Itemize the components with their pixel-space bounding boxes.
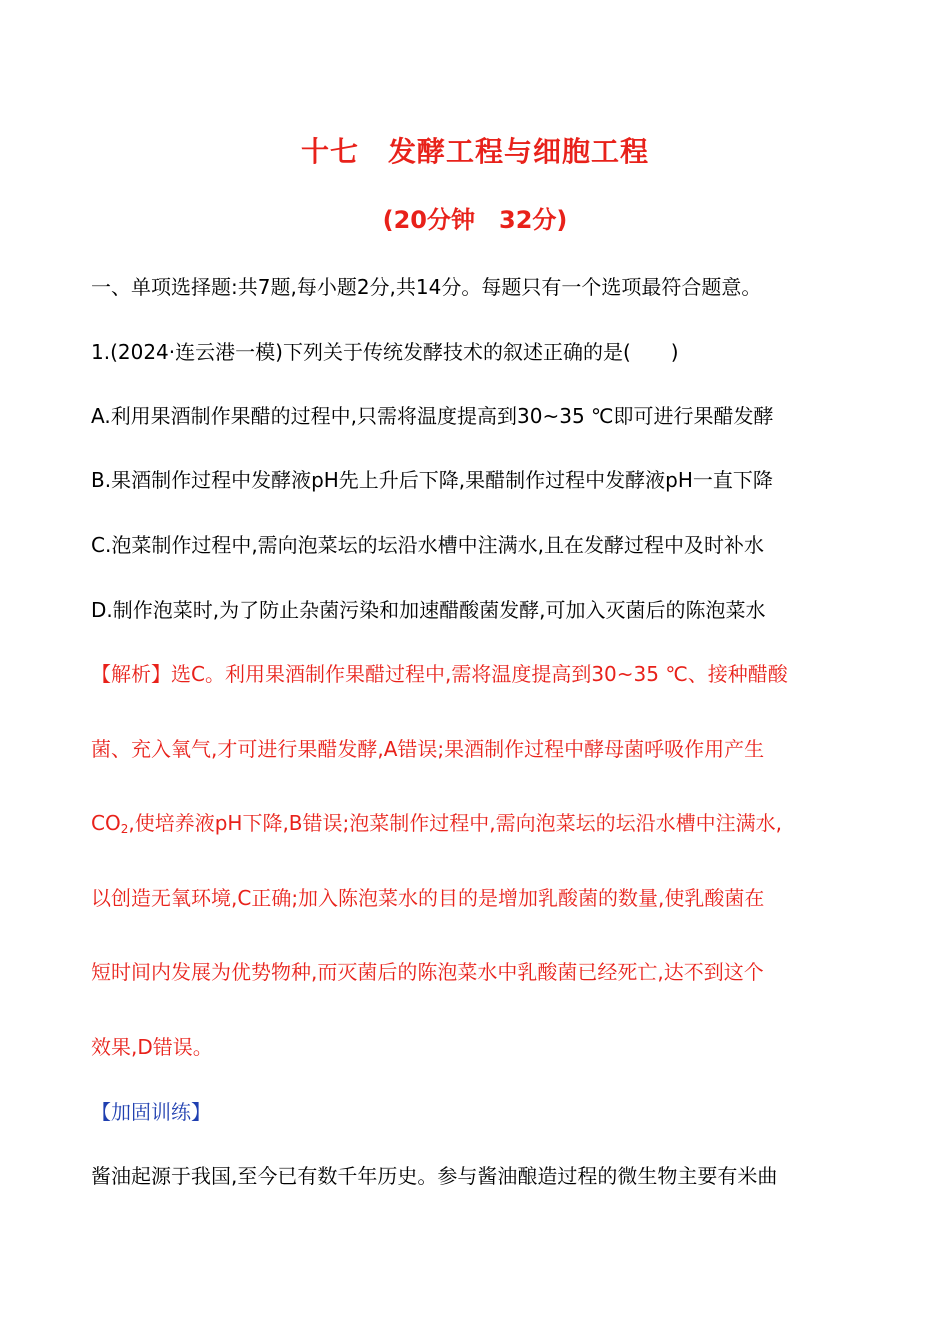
section-header: 一、单项选择题:共7题,每小题2分,共14分。每题只有一个选项最符合题意。 bbox=[91, 275, 762, 299]
page-title: 十七 发酵工程与细胞工程 bbox=[300, 135, 649, 168]
analysis-line: 【解析】选C。利用果酒制作果醋过程中,需将温度提高到30~35 ℃、接种醋酸 bbox=[91, 662, 788, 686]
passage-text: 酱油起源于我国,至今已有数千年历史。参与酱油酿造过程的微生物主要有米曲 bbox=[91, 1164, 778, 1188]
analysis-block bbox=[91, 657, 871, 1104]
analysis-line: 短时间内发展为优势物种,而灭菌后的陈泡菜水中乳酸菌已经死亡,达不到这个 bbox=[91, 960, 764, 984]
analysis-line: 以创造无氧环境,C正确;加入陈泡菜水的目的是增加乳酸菌的数量,使乳酸菌在 bbox=[91, 885, 765, 910]
analysis-line: $CO_2$,使培养液pH下降,B错误;泡菜制作过程中,需向泡菜坛的坛沿水槽中注满水, bbox=[91, 811, 782, 836]
question-stem: 1.(2024·连云港一模)下列关于传统发酵技术的叙述正确的是( ) bbox=[91, 340, 679, 364]
analysis-line: 效果,D错误。 bbox=[91, 1034, 213, 1059]
option-a: A.利用果酒制作果醋的过程中,只需将温度提高到30~35 ℃即可进行果醋发酵 bbox=[91, 404, 774, 428]
analysis-label: 【解析】 bbox=[91, 662, 171, 686]
option-d: D.制作泡菜时,为了防止杂菌污染和加速醋酸菌发酵,可加入灭菌后的陈泡菜水 bbox=[91, 598, 766, 622]
analysis-line: 菌、充入氧气,才可进行果醋发酵,A错误;果酒制作过程中酵母菌呼吸作用产生 bbox=[91, 736, 765, 761]
reinforcement-label: 【加固训练】 bbox=[91, 1100, 211, 1124]
option-b: B.果酒制作过程中发酵液pH先上升后下降,果醋制作过程中发酵液pH一直下降 bbox=[91, 468, 773, 492]
option-c: C.泡菜制作过程中,需向泡菜坛的坛沿水槽中注满水,且在发酵过程中及时补水 bbox=[91, 533, 765, 557]
page-subtitle: (20分钟 32分) bbox=[382, 206, 568, 234]
